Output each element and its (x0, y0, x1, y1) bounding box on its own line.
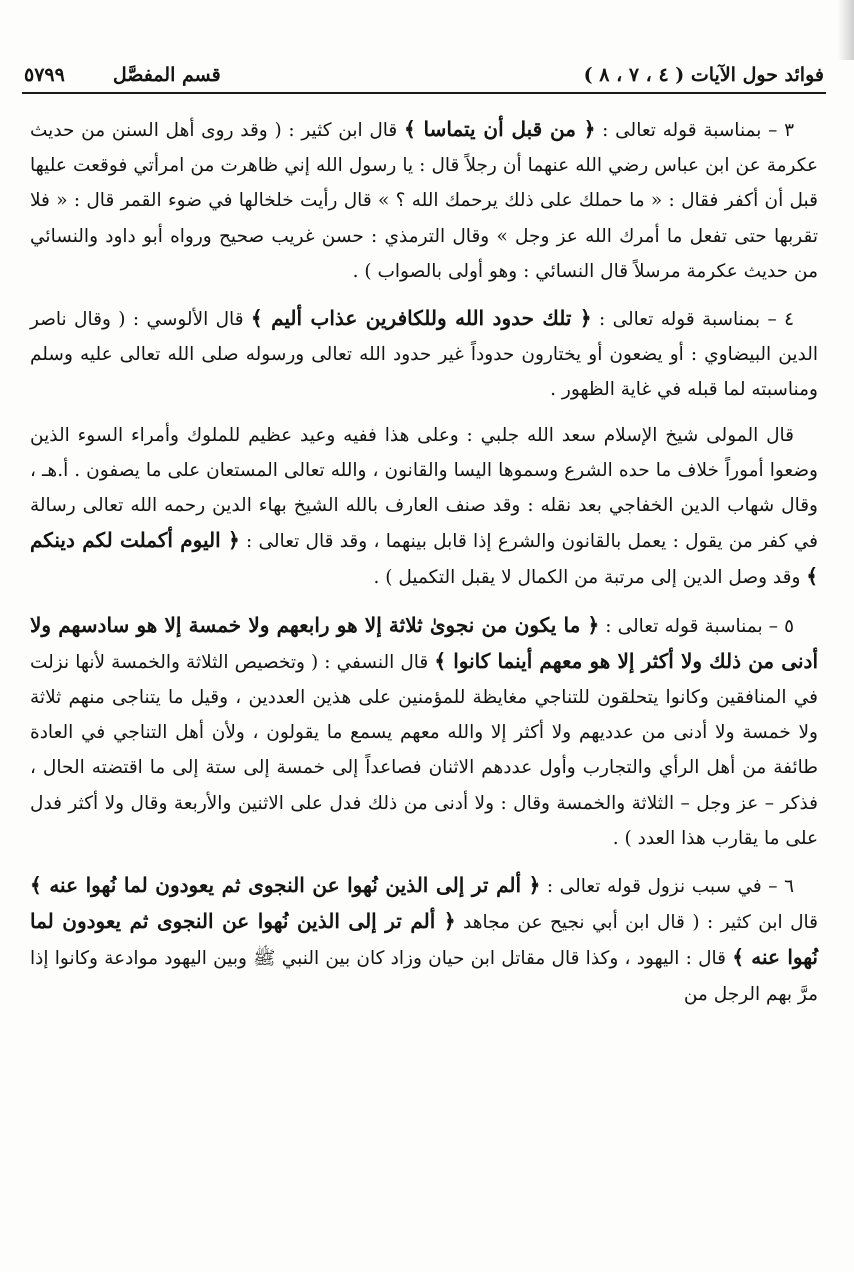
paragraph-4 (30, 301, 818, 408)
paragraph-text: قال : اليهود ، وكذا قال مقاتل ابن حيان وزاد كان بين النبي ﷺ وبين اليهود موادعة وكانوا إذا مرَّ بهم الرجل من (30, 948, 818, 1005)
paragraph-text: قال ابن كثير : ( قال ابن أبي نجيح عن مجاهد (455, 912, 818, 934)
paragraph-text: ٣ – بمناسبة قوله تعالى : (595, 120, 794, 141)
header-left-group (24, 64, 221, 86)
section-title: قسم المفصَّل (112, 64, 221, 86)
paragraph-3 (30, 112, 818, 289)
paragraph-text: وقد وصل الدين إلى مرتبة من الكمال لا يقبل التكميل ) . (373, 567, 807, 589)
running-header (24, 58, 824, 92)
quran-verse: ﴿ ألم تر إلى الذين نُهوا عن النجوى ثم يعودون لما نُهوا عنه ﴾ (30, 873, 541, 898)
book-title: فوائد حول الآيات ( ٤ ، ٧ ، ٨ ) (583, 64, 824, 86)
page-edge-shadow (838, 0, 854, 60)
paragraph-text: ٥ – بمناسبة قوله تعالى : (599, 615, 794, 637)
page-body (30, 112, 818, 1024)
paragraph-text: قال الألوسي : ( وقال ناصر الدين البيضاوي : أو يضعون أو يختارون حدوداً غير حدود الله تعالى ورسوله صلى الله تعالى عليه وسلم ومناسبته لما قبله في غاية الظهور . (30, 309, 818, 401)
paragraph-text: قال النسفي : ( وتخصيص الثلاثة والخمسة لأنها نزلت في المنافقين وكانوا يتحلقون للتناجي مغايظة للمؤمنين على هذين العددين ، وقيل ما يتناجى منهم ثلاثة ولا خمسة ولا أدنى من عدديهم ولا أكثر إلا والله معهم يسمع ما يقولون ، ولأن أهل التناجي في العادة طائفة من أهل الرأي والتجارب وأول عددهم الاثنان فصاعداً إلى خمسة إلى ستة إلى ما اقتضته الحال ، فذكر – عز وجل – الثلاثة والخمسة وقال : ولا أدنى من ذلك فدل على الاثنين والأربعة وقال ولا أكثر فدل على ما يقارب هذا العدد ) . (30, 651, 818, 849)
quran-verse: ﴿ ألم تر إلى الذين نُهوا عن النجوى ثم يعودون لما نُهوا عنه ﴾ (30, 909, 818, 970)
quran-verse: ﴿ ما يكون من نجوىٰ ثلاثة إلا هو رابعهم ولا خمسة إلا هو سادسهم ولا أدنى من ذلك ولا أكثر إلا هو معهم أينما كانوا ﴾ (30, 612, 819, 673)
page-number: ٥٧٩٩ (24, 64, 65, 86)
paragraph-4-continued (30, 418, 818, 596)
paragraph-text: ٤ – بمناسبة قوله تعالى : (591, 309, 794, 331)
quran-verse: ﴿ اليوم أكملت لكم دينكم ﴾ (30, 528, 818, 589)
paragraph-text: ٦ – في سبب نزول قوله تعالى : (540, 876, 794, 898)
quran-verse: ﴿ تلك حدود الله وللكافرين عذاب أليم ﴾ (250, 306, 592, 331)
paragraph-text: قال ابن كثير : ( وقد روى أهل السنن من حديث عكرمة عن ابن عباس رضي الله عنهما أن رجلاً قال : يا رسول الله إني ظاهرت من امرأتي فوقعت عليها قبل أن أكفر فقال : « ما حملك على ذلك يرحمك الله ؟ » قال رأيت خلخالها في ضوء القمر قال : « فلا تقربها حتى تفعل ما أمرك الله عز وجل » وقال الترمذي : حسن غريب صحيح ورواه أبو داود والنسائي من حديث عكرمة مرسلاً قال النسائي : وهو أولى بالصواب ) . (30, 120, 818, 282)
header-rule (22, 92, 826, 94)
quran-verse: ﴿ من قبل أن يتماسا ﴾ (403, 117, 596, 141)
paragraph-text: قال المولى شيخ الإسلام سعد الله جلبي : وعلى هذا ففيه وعيد عظيم للملوك وأمراء السوء الذين وضعوا أموراً خلاف ما حده الشرع وسموها اليسا والقانون ، والله تعالى المستعان على ما يصفون . أ.هـ ، وقال شهاب الدين الخفاجي بعد نقله : وقد صنف العارف بالله الشيخ بهاء الدين رحمه الله تعالى رسالة في كفر من يقول : يعمل بالقانون والشرع إذا قابل بينهما ، وقد قال تعالى : (30, 424, 819, 553)
paragraph-5 (30, 608, 818, 856)
paragraph-6 (30, 868, 818, 1012)
